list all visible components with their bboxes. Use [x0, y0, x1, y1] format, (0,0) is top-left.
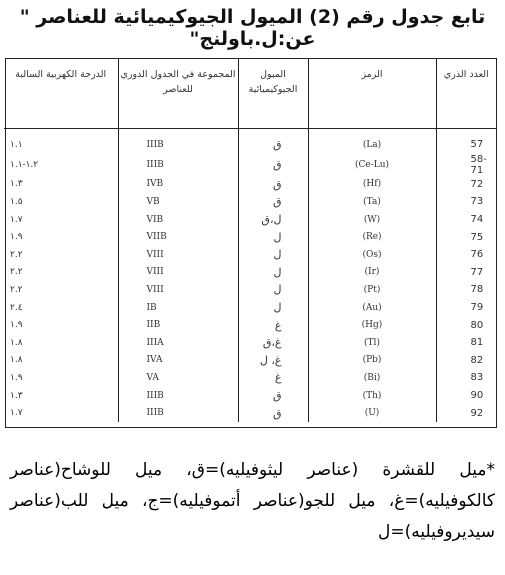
cell-group: IIIB — [118, 154, 238, 176]
table-row — [4, 154, 496, 176]
cell-affinity: ق — [238, 154, 308, 176]
footnote: *ميل للقشرة (عناصر ليثوفيليه)=ق، ميل للوشاح(عناصر كالكوفيليه)=غ، ميل للجو(عناصر أتموفيليه)=ج، ميل للب(عناصر سيديروفيليه)=ل — [10, 460, 495, 542]
cell-electronegativity: ١.٣ — [10, 179, 23, 190]
table-row — [4, 246, 496, 264]
cell-group: VIIB — [118, 228, 238, 246]
cell-atomic-number: 73 — [436, 193, 496, 211]
cell-group: IIIA — [118, 334, 238, 352]
cell-electronegativity: ١.٨ — [10, 337, 23, 348]
header-atomic-number: العدد الذري — [436, 59, 496, 129]
cell-group: IIIB — [118, 387, 238, 405]
cell-affinity: غ، ل — [238, 352, 308, 370]
cell-atomic-number: 57 — [436, 136, 496, 154]
page-title: تابع جدول رقم (2) الميول الجيوكيميائية للعناصر " عن:ل.باولنج" — [19, 6, 486, 50]
table-row — [4, 299, 496, 317]
cell-symbol: (W) — [308, 211, 436, 229]
cell-electronegativity: ١.٨ — [10, 355, 23, 366]
cell-symbol: (Pt) — [308, 281, 436, 299]
cell-electronegativity: ١.١ — [10, 139, 23, 150]
cell-symbol: (Bi) — [308, 369, 436, 387]
cell-symbol: (Pb) — [308, 352, 436, 370]
cell-atomic-number: 76 — [436, 246, 496, 264]
cell-group: VIII — [118, 281, 238, 299]
table-row — [4, 352, 496, 370]
cell-electronegativity: ١.٧ — [10, 408, 23, 419]
cell-atomic-number: 81 — [436, 334, 496, 352]
cell-electronegativity: ٢.٢ — [10, 249, 23, 260]
table-row — [4, 387, 496, 405]
cell-atomic-number: 74 — [436, 211, 496, 229]
header-symbol: الرمز — [308, 59, 436, 129]
cell-affinity: ق — [238, 404, 308, 422]
table-row — [4, 228, 496, 246]
table-row — [4, 176, 496, 194]
cell-atomic-number: 78 — [436, 281, 496, 299]
table-row — [4, 316, 496, 334]
cell-atomic-number: 92 — [436, 404, 496, 422]
cell-electronegativity: ١.٩ — [10, 372, 23, 383]
table-body — [4, 129, 496, 422]
table-row — [4, 404, 496, 422]
cell-symbol: (U) — [308, 404, 436, 422]
cell-symbol: (La) — [308, 136, 436, 154]
cell-group: IIIB — [118, 404, 238, 422]
cell-atomic-number: 77 — [436, 264, 496, 282]
cell-affinity: ل — [238, 264, 308, 282]
cell-electronegativity: ١.٣ — [10, 390, 23, 401]
cell-group: IB — [118, 299, 238, 317]
cell-atomic-number: 58-71 — [436, 154, 496, 176]
table-row — [4, 211, 496, 229]
cell-atomic-number: 80 — [436, 316, 496, 334]
cell-affinity: غ،ق — [238, 334, 308, 352]
table-row — [4, 281, 496, 299]
cell-affinity: غ — [238, 316, 308, 334]
cell-affinity: ل — [238, 281, 308, 299]
cell-symbol: (Ta) — [308, 193, 436, 211]
cell-electronegativity: ١.٥ — [10, 196, 23, 207]
table-header-row — [4, 59, 496, 129]
cell-group: VA — [118, 369, 238, 387]
cell-atomic-number: 90 — [436, 387, 496, 405]
cell-electronegativity: ٢.٢ — [10, 284, 23, 295]
cell-affinity: ل — [238, 246, 308, 264]
cell-affinity: ل — [238, 228, 308, 246]
cell-affinity: ق — [238, 193, 308, 211]
cell-electronegativity: ٢.٢ — [10, 267, 23, 278]
cell-group: IIB — [118, 316, 238, 334]
affinity-table — [5, 58, 497, 428]
cell-group: VIB — [118, 211, 238, 229]
cell-electronegativity: ١.٧ — [10, 214, 23, 225]
cell-group: VB — [118, 193, 238, 211]
cell-affinity: غ — [238, 369, 308, 387]
cell-group: VIII — [118, 264, 238, 282]
cell-group: IVA — [118, 352, 238, 370]
cell-group: IIIB — [118, 136, 238, 154]
cell-affinity: ق — [238, 176, 308, 194]
header-group: المجموعة في الجدول الدوري للعناصر — [118, 59, 238, 129]
table-row — [4, 264, 496, 282]
cell-group: IVB — [118, 176, 238, 194]
cell-symbol: (Os) — [308, 246, 436, 264]
cell-symbol: (Hf) — [308, 176, 436, 194]
cell-atomic-number: 82 — [436, 352, 496, 370]
cell-affinity: ق — [238, 136, 308, 154]
cell-symbol: (Re) — [308, 228, 436, 246]
cell-affinity: ل — [238, 299, 308, 317]
cell-electronegativity: ١.٢-١.١ — [10, 159, 39, 170]
cell-atomic-number: 75 — [436, 228, 496, 246]
cell-symbol: (Hg) — [308, 316, 436, 334]
cell-affinity: ل،ق — [238, 211, 308, 229]
cell-atomic-number: 72 — [436, 176, 496, 194]
cell-group: VIII — [118, 246, 238, 264]
cell-symbol: (Th) — [308, 387, 436, 405]
table-row — [4, 193, 496, 211]
table-row — [4, 334, 496, 352]
cell-electronegativity: ١.٩ — [10, 232, 23, 243]
cell-atomic-number: 79 — [436, 299, 496, 317]
header-affinity: الميول الجيوكيميائية — [238, 59, 308, 129]
table-row — [4, 369, 496, 387]
cell-symbol: (Ce-Lu) — [308, 154, 436, 176]
cell-affinity: ق — [238, 387, 308, 405]
cell-symbol: (Ir) — [308, 264, 436, 282]
table-row — [4, 136, 496, 154]
cell-atomic-number: 83 — [436, 369, 496, 387]
cell-symbol: (Au) — [308, 299, 436, 317]
cell-electronegativity: ١.٩ — [10, 320, 23, 331]
cell-electronegativity: ٢.٤ — [10, 302, 23, 313]
header-electronegativity: الدرجة الكهربية السالبة — [4, 59, 118, 129]
cell-symbol: (Tl) — [308, 334, 436, 352]
